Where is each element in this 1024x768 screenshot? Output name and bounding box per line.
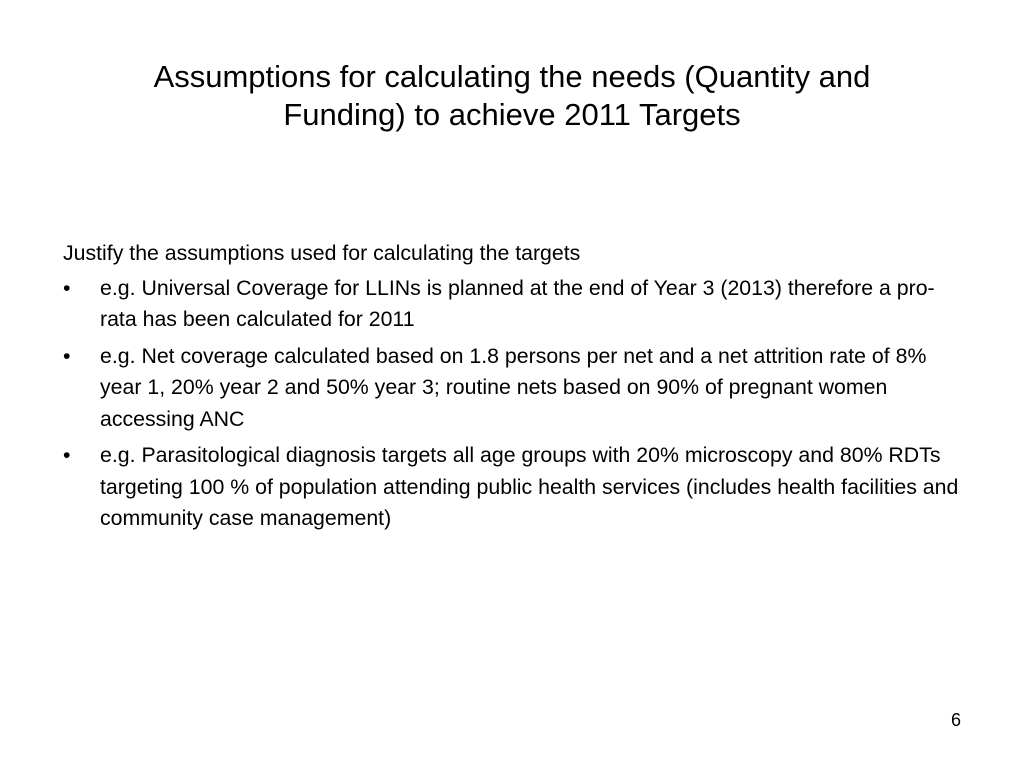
bullet-icon: •	[63, 343, 71, 368]
intro-text: Justify the assumptions used for calculating the targets	[63, 241, 581, 265]
bullet-icon: •	[63, 443, 71, 467]
bullet-text: e.g. Universal Coverage for LLINs is planned at the end of Year 3 (2013) therefore a pro-rata has been calculated for 2011	[100, 275, 935, 331]
bullet-text: e.g. Net coverage calculated based on 1.8 persons per net and a net attrition rate of 8% year 1, 20% year 2 and 50% year 3; routine nets based on 90% of pregnant women accessing ANC	[100, 343, 927, 431]
slide-content	[63, 238, 963, 540]
slide-title: Assumptions for calculating the needs (Quantity and Funding) to achieve 2011 Targets	[153, 59, 871, 132]
bullet-item-net-coverage	[63, 341, 963, 436]
bullet-list	[63, 273, 963, 535]
bullet-item-llin-coverage	[63, 273, 963, 336]
bullet-item-diagnosis-targets	[63, 440, 963, 535]
bullet-icon: •	[63, 275, 71, 300]
bullet-text: e.g. Parasitological diagnosis targets all age groups with 20% microscopy and 80% RDTs targeting 100 % of population attending public health services (includes health facilities and community case management)	[100, 443, 959, 530]
page-number: 6	[950, 710, 961, 730]
